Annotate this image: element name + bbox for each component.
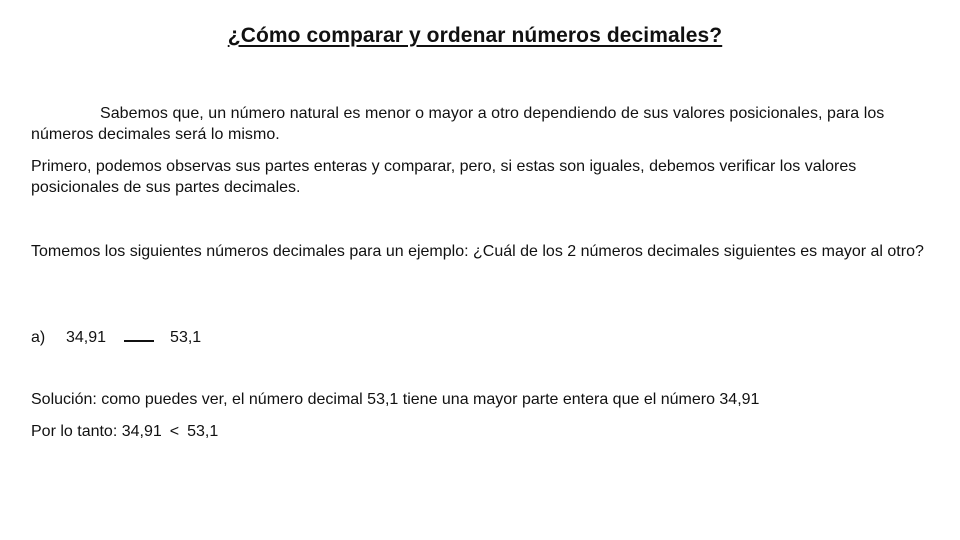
intro-paragraph: Sabemos que, un número natural es menor o mayor a otro dependiendo de sus valores posicionales, para los números decimales será lo mismo. [31, 105, 885, 143]
comparison-blank [124, 325, 154, 342]
question-paragraph: Tomemos los siguientes números decimales para un ejemplo: ¿Cuál de los 2 números decimales siguientes es mayor al otro? [31, 243, 924, 260]
conclusion-prefix: Por lo tanto: 34,91 [31, 423, 162, 440]
less-than-symbol: < [169, 423, 180, 440]
page-title: ¿Cómo comparar y ordenar números decimales? [227, 24, 723, 47]
conclusion-value: 53,1 [187, 423, 219, 440]
step-paragraph: Primero, podemos observas sus partes enteras y comparar, pero, si estas son iguales, debemos verificar los valores posicionales de sus partes decimales. [31, 158, 857, 196]
example-second-number: 53,1 [170, 329, 202, 346]
conclusion-line [31, 421, 218, 442]
example-marker: a) [31, 329, 46, 346]
solution-text: Solución: como puedes ver, el número decimal 53,1 tiene una mayor parte entera que el número 34,91 [31, 391, 760, 408]
example-first-number: 34,91 [66, 329, 107, 346]
example-item [31, 325, 201, 348]
